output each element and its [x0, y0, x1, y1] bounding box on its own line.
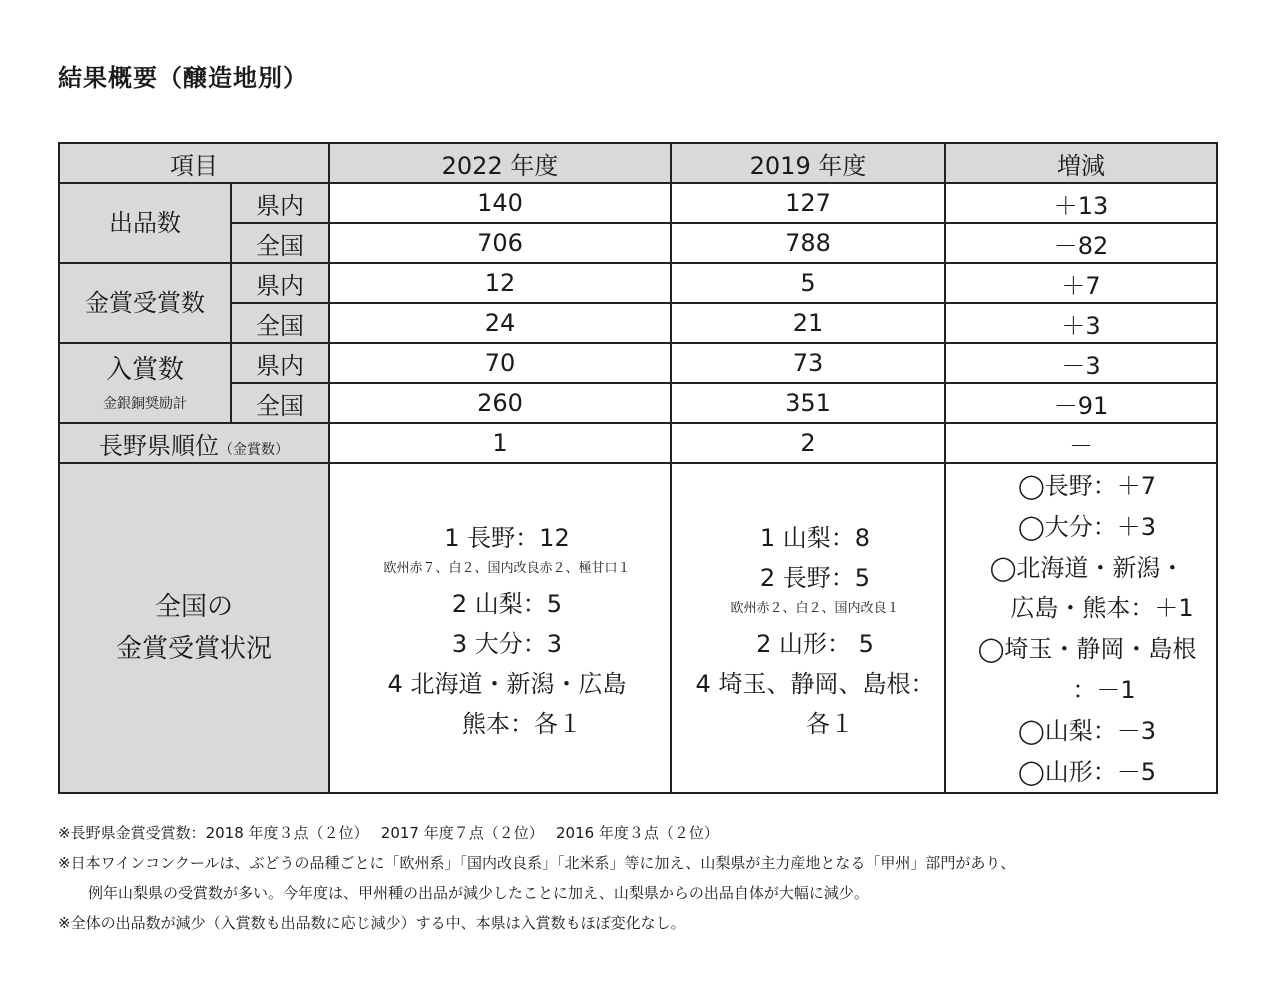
list-item: ◯北海道・新潟・ [989, 553, 1185, 582]
list-item: ◯埼玉・静岡・島根 [977, 635, 1197, 664]
rank-label-cell [59, 423, 329, 463]
header-2019: 2019 年度 [671, 143, 945, 183]
status-label-line1: 全国の [154, 592, 233, 623]
list-item: 2 長野：5 [759, 564, 871, 593]
list-item: 熊本：各１ [462, 710, 582, 739]
entries-nat-2019: 788 [671, 223, 945, 263]
list-item-note: 欧州赤２、白２、国内改良１ [730, 601, 900, 617]
results-table [58, 142, 1218, 794]
awards-pref-2022: 70 [329, 343, 671, 383]
list-item: ：－1 [1072, 675, 1136, 704]
table-row [59, 223, 1217, 263]
entries-nat-diff: －82 [945, 223, 1217, 263]
entries-pref-2019: 127 [671, 183, 945, 223]
list-item: ◯山形：－5 [1017, 757, 1157, 786]
list-item: 2 山梨：5 [451, 590, 563, 619]
awards-nat-2022: 260 [329, 383, 671, 423]
status-label-cell [59, 463, 329, 793]
table-row [59, 423, 1217, 463]
list-item: 各１ [806, 710, 854, 739]
gold-pref-2019: 5 [671, 263, 945, 303]
list-item: 1 長野：12 [444, 524, 570, 553]
rank-label: 長野県順位 [99, 431, 219, 460]
entries-nat-sub: 全国 [231, 223, 329, 263]
gold-nat-2022: 24 [329, 303, 671, 343]
footnote: 例年山梨県の受賞数が多い。今年度は、甲州種の出品が減少したことに加え、山梨県からの出品自体が大幅に減少。 [88, 884, 869, 902]
entries-pref-diff: ＋13 [945, 183, 1217, 223]
gold-nat-2019: 21 [671, 303, 945, 343]
gold-pref-2022: 12 [329, 263, 671, 303]
status-diff [945, 463, 1217, 793]
awards-pref-2019: 73 [671, 343, 945, 383]
list-item: 広島・熊本：＋1 [1010, 594, 1194, 623]
table-row [59, 183, 1217, 223]
page-title: 結果概要（醸造地別） [58, 64, 308, 92]
header-diff: 増減 [945, 143, 1217, 183]
list-item: 2 山形： 5 [756, 630, 874, 659]
list-item: 1 山梨：8 [759, 524, 871, 553]
gold-pref-sub: 県内 [231, 263, 329, 303]
list-item: 4 埼玉、静岡、島根： [695, 670, 935, 699]
awards-pref-diff: －3 [945, 343, 1217, 383]
list-item: 4 北海道・新潟・広島 [387, 670, 627, 699]
gold-pref-diff: ＋7 [945, 263, 1217, 303]
rank-label-sub: （金賞数） [219, 441, 289, 458]
rank-diff: － [945, 423, 1217, 463]
footnote: ※全体の出品数が減少（入賞数も出品数に応じ減少）する中、本県は入賞数もほぼ変化なし。 [58, 914, 686, 932]
gold-nat-sub: 全国 [231, 303, 329, 343]
list-item: ◯長野：＋7 [1017, 472, 1157, 500]
list-item: 3 大分：3 [451, 630, 563, 659]
table-row [59, 463, 1217, 793]
footnote: ※長野県金賞受賞数：2018 年度３点（２位） 2017 年度７点（２位） 2016 年度３点（２位） [58, 824, 719, 842]
header-item: 項目 [59, 143, 329, 183]
header-2022: 2022 年度 [329, 143, 671, 183]
table-row [59, 263, 1217, 303]
list-item: ◯大分：＋3 [1017, 512, 1157, 541]
entries-nat-2022: 706 [329, 223, 671, 263]
entries-pref-2022: 140 [329, 183, 671, 223]
entries-pref-sub: 県内 [231, 183, 329, 223]
rank-2022: 1 [329, 423, 671, 463]
awards-nat-sub: 全国 [231, 383, 329, 423]
awards-nat-diff: －91 [945, 383, 1217, 423]
awards-nat-2019: 351 [671, 383, 945, 423]
table-row [59, 343, 1217, 383]
table-row [59, 303, 1217, 343]
list-item: ◯山梨：－3 [1017, 716, 1157, 745]
header-row [59, 143, 1217, 183]
rank-2019: 2 [671, 423, 945, 463]
footnote: ※日本ワインコンクールは、ぶどうの品種ごとに「欧州系」「国内改良系」「北米系」等に加え、山梨県が主力産地となる「甲州」部門があり、 [58, 854, 1016, 872]
status-2022 [329, 463, 671, 793]
list-item-note: 欧州赤７、白２、国内改良赤２、極甘口１ [383, 561, 631, 577]
entries-label: 出品数 [59, 183, 231, 263]
gold-label: 金賞受賞数 [59, 263, 231, 343]
gold-nat-diff: ＋3 [945, 303, 1217, 343]
table-row [59, 383, 1217, 423]
awards-note: 金銀銅奨励計 [103, 396, 187, 412]
status-label-line2: 金賞受賞状況 [115, 634, 272, 665]
awards-label: 入賞数 [105, 355, 184, 385]
awards-label-cell [59, 343, 231, 423]
footnotes [58, 818, 1015, 938]
awards-pref-sub: 県内 [231, 343, 329, 383]
status-2019 [671, 463, 945, 793]
